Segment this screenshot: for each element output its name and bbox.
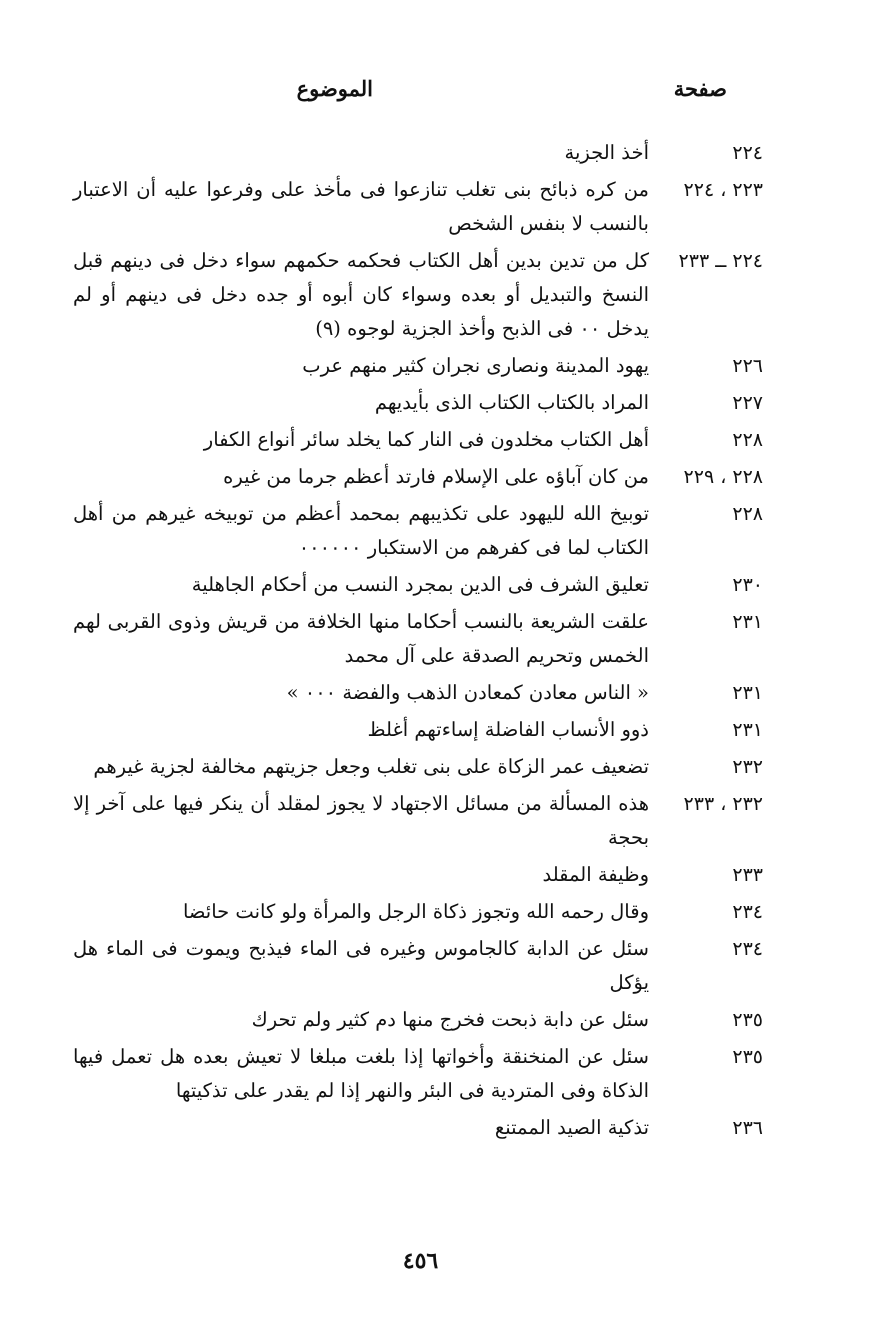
entry-topic: علقت الشريعة بالنسب أحكاما منها الخلافة من قريش وذوى القربى لهم الخمس وتحريم الصدقة على آل محمد bbox=[73, 610, 649, 667]
entry-topic: هذه المسألة من مسائل الاجتهاد لا يجوز لمقلد أن ينكر فيها على آخر إلا بحجة bbox=[73, 792, 649, 849]
index-entry bbox=[73, 568, 763, 602]
index-entries bbox=[73, 136, 763, 1148]
entry-topic: « الناس معادن كمعادن الذهب والفضة ٠٠٠ » bbox=[286, 681, 649, 704]
index-entry bbox=[73, 1040, 763, 1108]
index-entry bbox=[73, 460, 763, 494]
index-entry bbox=[73, 136, 763, 170]
entry-topic: تضعيف عمر الزكاة على بنى تغلب وجعل جزيتهم مخالفة لجزية غيرهم bbox=[93, 755, 649, 778]
index-entry bbox=[73, 676, 763, 710]
entry-page-numbers: ٢٣١ bbox=[732, 719, 763, 741]
entry-topic: تعليق الشرف فى الدين بمجرد النسب من أحكام الجاهلية bbox=[191, 573, 649, 596]
index-entry bbox=[73, 895, 763, 929]
entry-page-numbers: ٢٢٨ bbox=[732, 503, 763, 525]
entry-topic: وظيفة المقلد bbox=[542, 863, 649, 886]
topic-column-header: الموضوع bbox=[296, 76, 373, 101]
entry-page-numbers: ٢٢٦ bbox=[732, 355, 763, 377]
index-entry bbox=[73, 1111, 763, 1145]
entry-topic: من كان آباؤه على الإسلام فارتد أعظم جرما من غيره bbox=[223, 465, 649, 488]
entry-page-numbers: ٢٣٢ bbox=[732, 756, 763, 778]
entry-topic: توبيخ الله لليهود على تكذيبهم بمحمد أعظم من توبيخه غيرهم من أهل الكتاب لما فى كفرهم من الاستكبار ٠٠٠٠٠٠ bbox=[73, 502, 649, 559]
entry-page-numbers: ٢٢٨ bbox=[732, 429, 763, 451]
entry-page-numbers: ٢٢٣ ، ٢٢٤ bbox=[683, 179, 763, 201]
entry-page-numbers: ٢٢٨ ، ٢٢٩ bbox=[683, 466, 763, 488]
entry-topic: سئل عن دابة ذبحت فخرج منها دم كثير ولم تحرك bbox=[251, 1008, 649, 1031]
entry-page-numbers: ٢٣٥ bbox=[732, 1009, 763, 1031]
entry-topic: المراد بالكتاب الكتاب الذى بأيديهم bbox=[374, 391, 649, 414]
entry-topic: أخذ الجزية bbox=[564, 141, 649, 164]
entry-page-numbers: ٢٣٦ bbox=[732, 1117, 763, 1139]
entry-topic: من كره ذبائح بنى تغلب تنازعوا فى مأخذ على وفرعوا عليه أن الاعتبار بالنسب لا بنفس الشخص bbox=[73, 178, 649, 235]
entry-topic: تذكية الصيد الممتنع bbox=[494, 1116, 649, 1139]
page-column-header: صفحة bbox=[673, 76, 727, 101]
entry-page-numbers: ٢٣١ bbox=[732, 682, 763, 704]
index-entry bbox=[73, 349, 763, 383]
index-entry bbox=[73, 244, 763, 346]
index-entry bbox=[73, 423, 763, 457]
page-number: ٤٥٦ bbox=[402, 1248, 439, 1274]
entry-page-numbers: ٢٣٠ bbox=[732, 574, 763, 596]
entry-page-numbers: ٢٣٤ bbox=[732, 938, 763, 960]
entry-topic: سئل عن الدابة كالجاموس وغيره فى الماء فيذبح ويموت فى الماء هل يؤكل bbox=[73, 937, 649, 994]
entry-page-numbers: ٢٣٢ ، ٢٣٣ bbox=[683, 793, 763, 815]
entry-topic: ذوو الأنساب الفاضلة إساءتهم أغلظ bbox=[367, 718, 649, 741]
entry-topic: وقال رحمه الله وتجوز ذكاة الرجل والمرأة ولو كانت حائضا bbox=[182, 900, 649, 923]
entry-page-numbers: ٢٣٤ bbox=[732, 901, 763, 923]
entry-page-numbers: ٢٢٤ bbox=[732, 142, 763, 164]
index-entry bbox=[73, 713, 763, 747]
entry-page-numbers: ٢٣٣ bbox=[732, 864, 763, 886]
entry-topic: كل من تدين بدين أهل الكتاب فحكمه حكمهم سواء دخل فى دينهم قبل النسخ والتبديل أو بعده وسواء كان أبوه أو جده دخل فى دينهم أو لم يدخل ٠٠ فى الذبح وأخذ الجزية لوجوه (٩) bbox=[73, 249, 649, 340]
entry-page-numbers: ٢٣١ bbox=[732, 611, 763, 633]
index-entry bbox=[73, 932, 763, 1000]
index-entry bbox=[73, 858, 763, 892]
index-entry bbox=[73, 605, 763, 673]
index-entry bbox=[73, 173, 763, 241]
entry-topic: سئل عن المنخنقة وأخواتها إذا بلغت مبلغا لا تعيش بعده هل تعمل فيها الذكاة وفى المتردية فى البئر والنهر إذا لم يقدر على تذكيتها bbox=[73, 1045, 649, 1102]
index-entry bbox=[73, 750, 763, 784]
entry-page-numbers: ٢٢٧ bbox=[732, 392, 763, 414]
entry-page-numbers: ٢٣٥ bbox=[732, 1046, 763, 1068]
entry-topic: أهل الكتاب مخلدون فى النار كما يخلد سائر أنواع الكفار bbox=[203, 428, 649, 451]
index-entry bbox=[73, 497, 763, 565]
index-entry bbox=[73, 1003, 763, 1037]
index-entry bbox=[73, 386, 763, 420]
entry-topic: يهود المدينة ونصارى نجران كثير منهم عرب bbox=[302, 354, 649, 377]
entry-page-numbers: ٢٢٤ ــ ٢٣٣ bbox=[678, 250, 763, 272]
index-entry bbox=[73, 787, 763, 855]
